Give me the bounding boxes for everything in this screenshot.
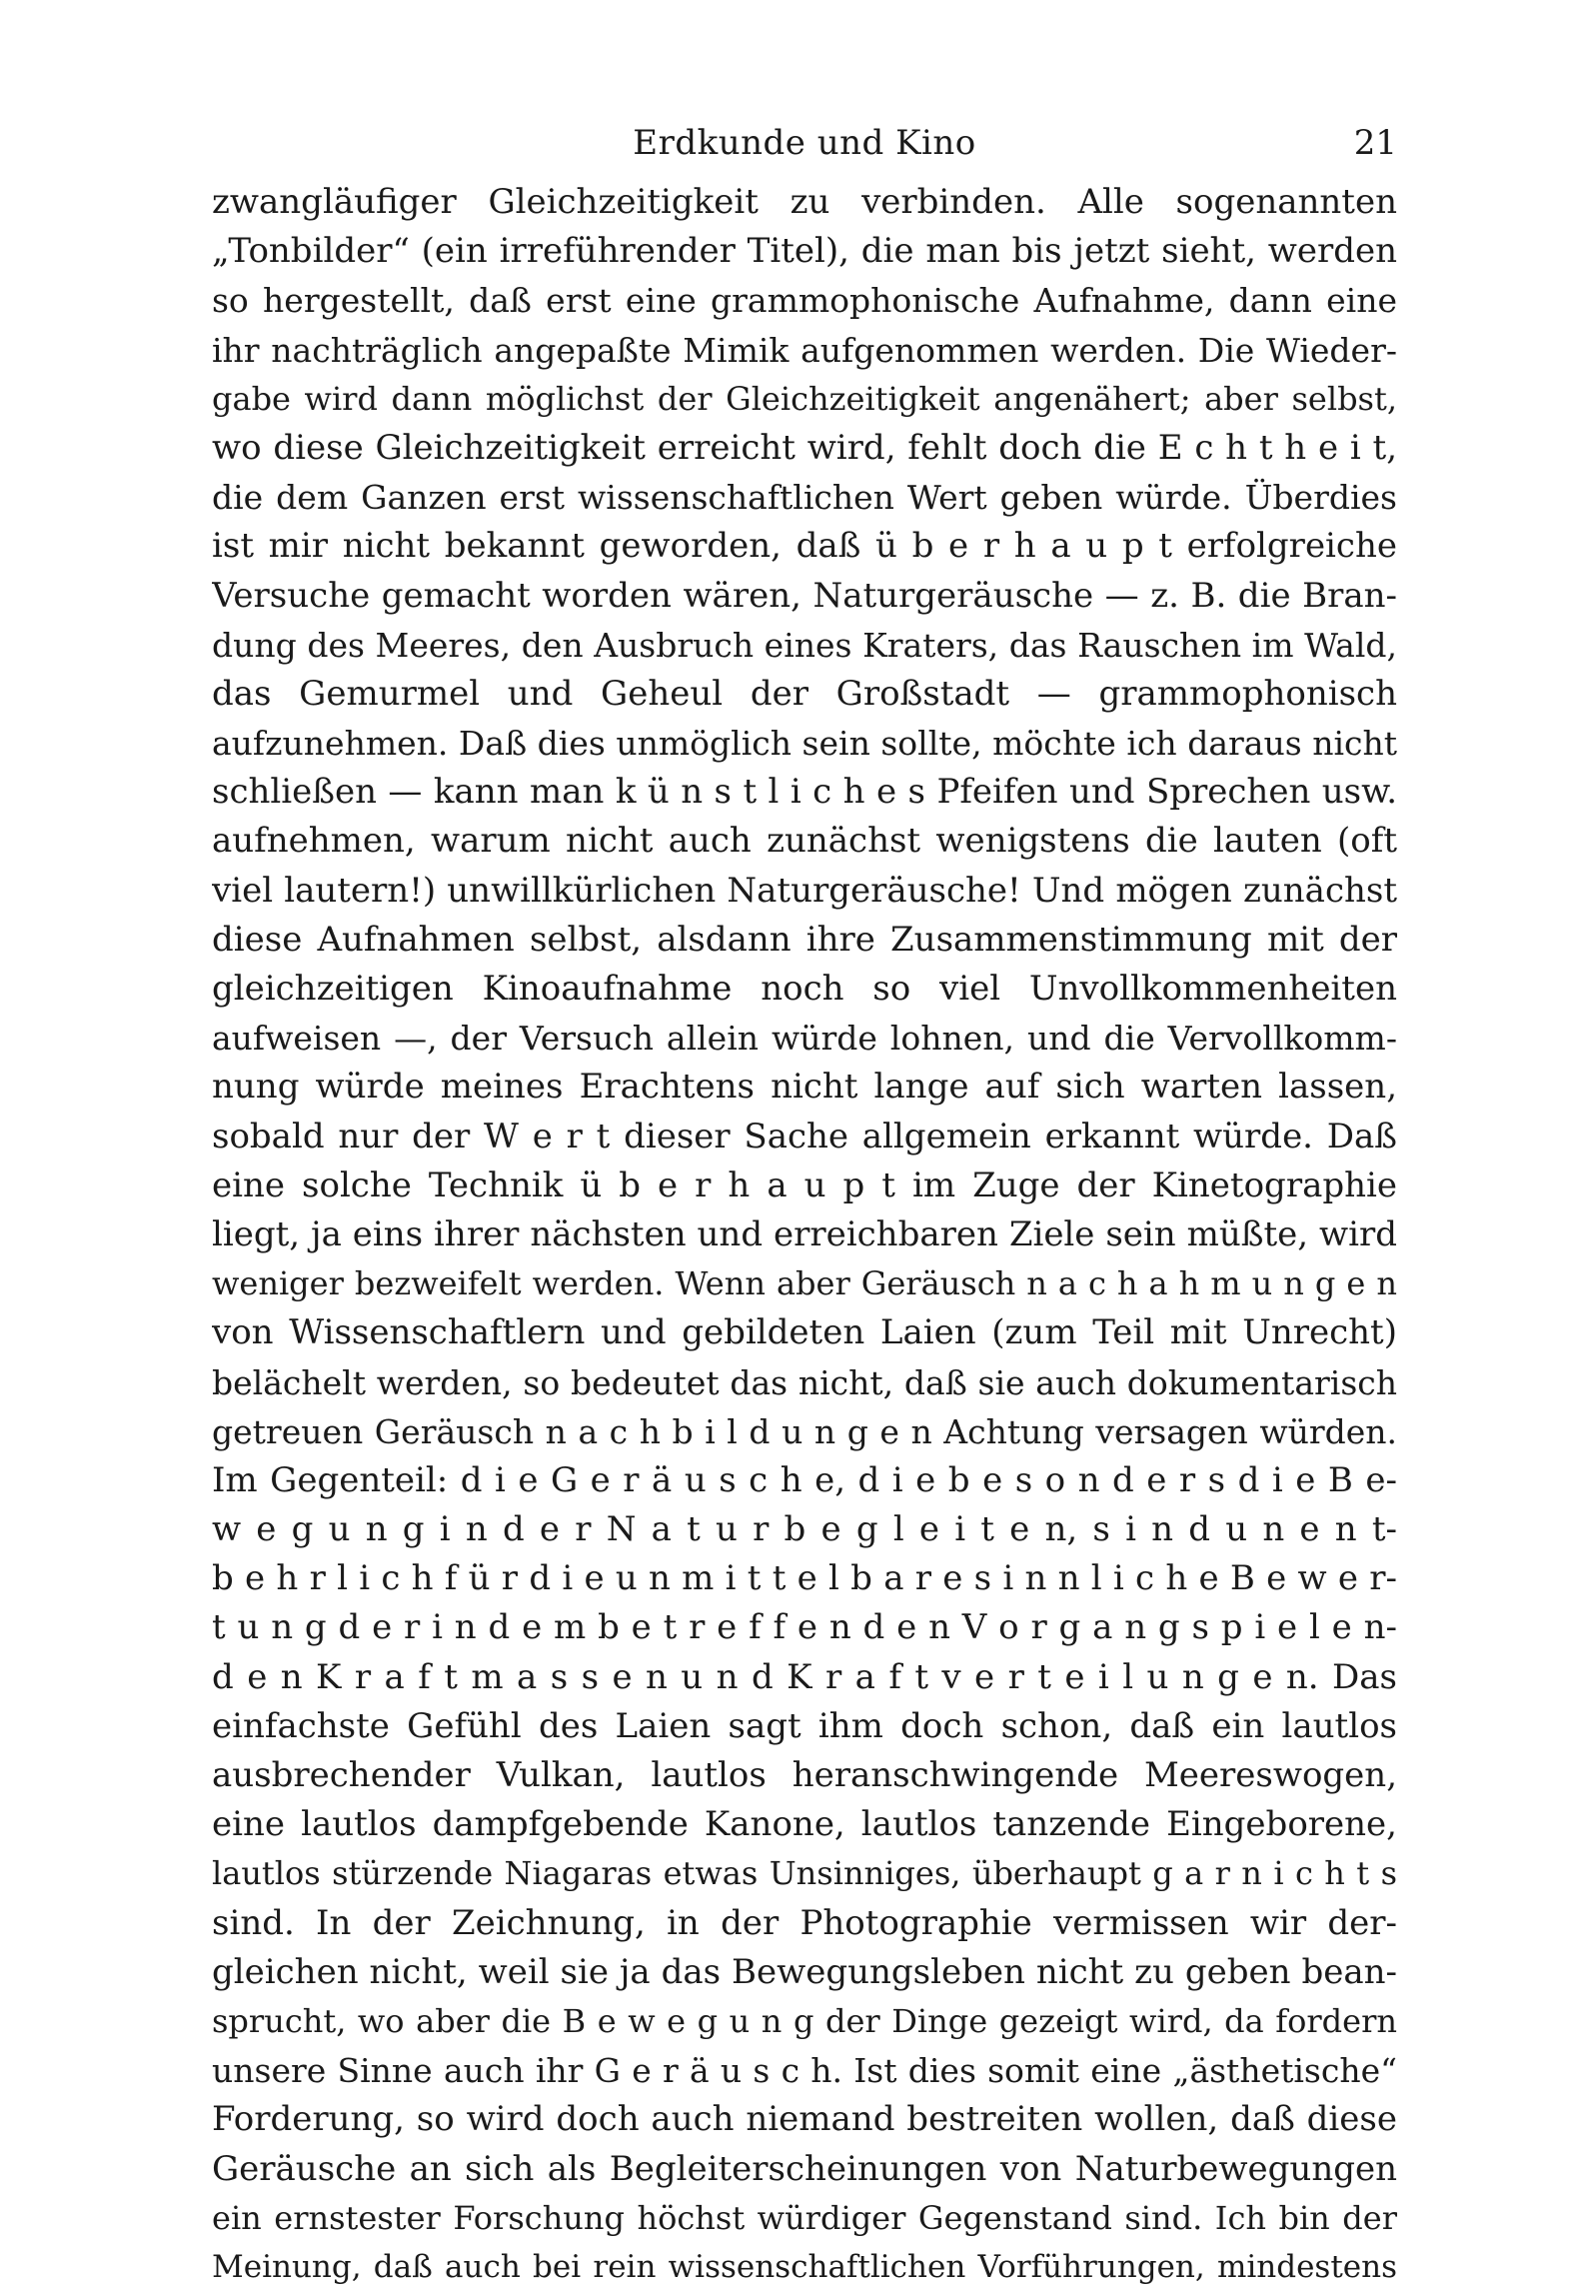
text-line: sobald nur der W e r t dieser Sache allgemein erkannt würde. Daß: [212, 1116, 1397, 1156]
text-line: gabe wird dann möglichst der Gleichzeitigkeit angenähert; aber selbst,: [212, 379, 1397, 418]
text-line: Forderung, so wird doch auch niemand bestreiten wollen, daß diese: [212, 2099, 1397, 2140]
text-line: belächelt werden, so bedeutet das nicht, daß sie auch dokumentarisch: [212, 1362, 1397, 1402]
running-head: [212, 118, 1397, 168]
text-line: „Tonbilder“ (ein irreführender Titel), die man bis jetzt sieht, werden: [212, 231, 1397, 272]
text-line: weniger bezweifelt werden. Wenn aber Geräusch n a c h a h m u n g e n: [212, 1264, 1397, 1303]
text-line: so hergestellt, daß erst eine grammophonische Aufnahme, dann eine: [212, 281, 1397, 321]
running-title: Erdkunde und Kino: [633, 123, 976, 163]
text-line: zwangläufiger Gleichzeitigkeit zu verbinden. Alle sogenannten: [212, 182, 1397, 222]
text-line: b e h r l i c h f ü r d i e u n m i t t e l b a r e s i n n l i c h e B e w e r-: [212, 1558, 1397, 1599]
body-text: [212, 178, 1397, 2292]
text-line: Meinung, daß auch bei rein wissenschaftlichen Vorführungen, mindestens: [212, 2248, 1397, 2285]
text-line: aufzunehmen. Daß dies unmöglich sein sollte, möchte ich daraus nicht: [212, 724, 1397, 764]
text-line: das Gemurmel und Geheul der Großstadt — grammophonisch: [212, 673, 1397, 714]
text-line: gleichen nicht, weil sie ja das Bewegungsleben nicht zu geben bean-: [212, 1951, 1397, 1992]
text-line: sprucht, wo aber die B e w e g u n g der Dinge gezeigt wird, da fordern: [212, 2001, 1397, 2040]
text-line: einfachste Gefühl des Laien sagt ihm doch schon, daß ein lautlos: [212, 1705, 1397, 1746]
text-line: ausbrechender Vulkan, lautlos heranschwingende Meereswogen,: [212, 1755, 1397, 1795]
text-line: getreuen Geräusch n a c h b i l d u n g e n Achtung versagen würden.: [212, 1411, 1397, 1451]
text-line: nung würde meines Erachtens nicht lange auf sich warten lassen,: [212, 1067, 1397, 1108]
text-line: w e g u n g i n d e r N a t u r b e g l e i t e n, s i n d u n e n t-: [212, 1509, 1397, 1550]
text-line: aufnehmen, warum nicht auch zunächst wenigstens die lauten (oft: [212, 821, 1397, 862]
text-line: aufweisen —, der Versuch allein würde lohnen, und die Vervollkomm-: [212, 1019, 1397, 1059]
text-line: sind. In der Zeichnung, in der Photographie vermissen wir der-: [212, 1902, 1397, 1943]
text-line: schließen — kann man k ü n s t l i c h e s Pfeifen und Sprechen usw.: [212, 772, 1397, 813]
text-line: unsere Sinne auch ihr G e r ä u s c h. Ist dies somit eine „ästhetische“: [212, 2051, 1397, 2091]
text-line: eine solche Technik ü b e r h a u p t im Zuge der Kinetographie: [212, 1164, 1397, 1205]
text-line: Geräusche an sich als Begleiterscheinungen von Naturbewegungen: [212, 2148, 1397, 2189]
text-line: t u n g d e r i n d e m b e t r e f f e n d e n V o r g a n g s p i e l e n-: [212, 1607, 1397, 1648]
text-line: die dem Ganzen erst wissenschaftlichen Wert geben würde. Überdies: [212, 478, 1397, 518]
text-line: viel lautern!) unwillkürlichen Naturgeräusche! Und mögen zunächst: [212, 870, 1397, 911]
text-line: ist mir nicht bekannt geworden, daß ü b e r h a u p t erfolgreiche: [212, 526, 1397, 567]
text-line: liegt, ja eins ihrer nächsten und erreichbaren Ziele sein müßte, wird: [212, 1213, 1397, 1254]
text-line: Versuche gemacht worden wären, Naturgeräusche — z. B. die Bran-: [212, 575, 1397, 616]
text-line: wo diese Gleichzeitigkeit erreicht wird, fehlt doch die E c h t h e i t,: [212, 427, 1397, 468]
text-line: diese Aufnahmen selbst, alsdann ihre Zusammenstimmung mit der: [212, 919, 1397, 960]
text-line: gleichzeitigen Kinoaufnahme noch so viel Unvollkommenheiten: [212, 969, 1397, 1009]
text-line: ein ernstester Forschung höchst würdiger Gegenstand sind. Ich bin der: [212, 2198, 1397, 2237]
page-number: 21: [1353, 123, 1397, 163]
text-line: dung des Meeres, den Ausbruch eines Kraters, das Rauschen im Wald,: [212, 625, 1397, 665]
text-line: d e n K r a f t m a s s e n u n d K r a f t v e r t e i l u n g e n. Das: [212, 1656, 1397, 1697]
text-line: von Wissenschaftlern und gebildeten Laien (zum Teil mit Unrecht): [212, 1312, 1397, 1353]
text-line: Im Gegenteil: d i e G e r ä u s c h e, d i e b e s o n d e r s d i e B e-: [212, 1459, 1397, 1500]
text-line: ihr nachträglich angepaßte Mimik aufgenommen werden. Die Wieder-: [212, 330, 1397, 370]
text-line: eine lautlos dampfgebende Kanone, lautlos tanzende Eingeborene,: [212, 1804, 1397, 1845]
text-line: lautlos stürzende Niagaras etwas Unsinniges, überhaupt g a r n i c h t s: [212, 1854, 1397, 1893]
